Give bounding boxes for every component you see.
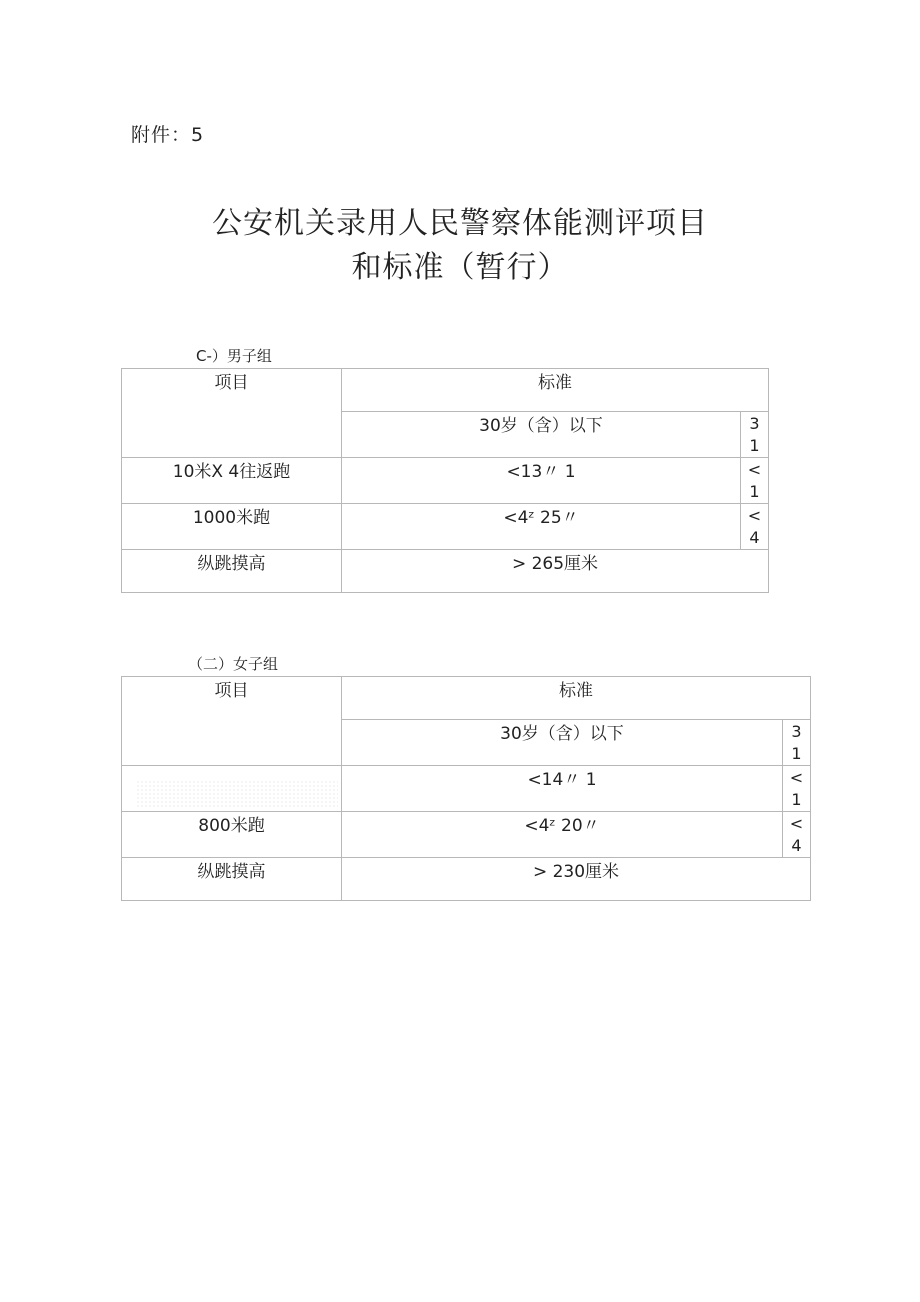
- women-row-side: < 1: [783, 766, 811, 812]
- women-row-item: 纵跳摸高: [122, 858, 342, 901]
- men-row-item: 1000米跑: [122, 504, 342, 550]
- women-age-side: 3 1: [783, 720, 811, 766]
- women-row-side: < 4: [783, 812, 811, 858]
- table-row: [122, 858, 811, 901]
- men-age-side: 3 1: [741, 412, 769, 458]
- women-header-standard: 标准: [342, 677, 811, 720]
- women-standards-table: [121, 676, 811, 901]
- men-row-value: > 265厘米: [342, 550, 769, 593]
- women-age-group: 30岁（含）以下: [342, 720, 783, 766]
- document-title-line1: 公安机关录用人民警察体能测评项目: [212, 206, 708, 241]
- men-row-item: 10米X 4往返跑: [122, 458, 342, 504]
- men-age-group: 30岁（含）以下: [342, 412, 741, 458]
- women-row-item: 800米跑: [122, 812, 342, 858]
- women-row-value: > 230厘米: [342, 858, 811, 901]
- men-group-caption: C-）男子组: [196, 347, 272, 365]
- attachment-label: 附件：5: [131, 124, 205, 146]
- table-row: [122, 458, 769, 504]
- men-row-side: < 1: [741, 458, 769, 504]
- women-row-value: <14〃 1: [342, 766, 783, 812]
- men-row-item: 纵跳摸高: [122, 550, 342, 593]
- table-row: [122, 812, 811, 858]
- women-header-item: 项目: [122, 677, 342, 766]
- men-row-value: <4ᶻ 25〃: [342, 504, 741, 550]
- table-row: [122, 766, 811, 812]
- table-row: [122, 550, 769, 593]
- women-row-item: [122, 766, 342, 812]
- men-row-value: <13〃 1: [342, 458, 741, 504]
- men-standards-table: [121, 368, 769, 593]
- women-group-caption: （二）女子组: [188, 655, 279, 673]
- men-header-standard: 标准: [342, 369, 769, 412]
- document-title-line2: 和标准（暂行）: [351, 250, 569, 285]
- table-row: [122, 504, 769, 550]
- faded-text-placeholder: [136, 780, 338, 808]
- women-row-value: <4ᶻ 20〃: [342, 812, 783, 858]
- men-row-side: < 4: [741, 504, 769, 550]
- men-header-item: 项目: [122, 369, 342, 458]
